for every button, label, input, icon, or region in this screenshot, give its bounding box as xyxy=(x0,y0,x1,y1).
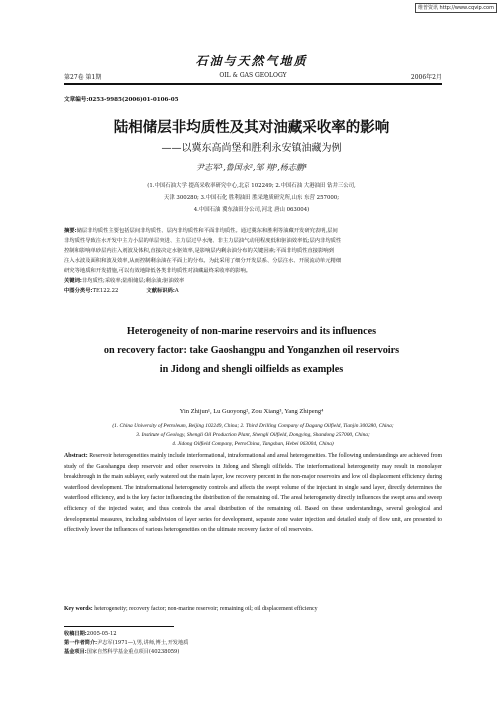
cn-abstract xyxy=(64,226,442,296)
en-affiliation-line: (1. China University of Petroleum, Beijing 102249, China; 2. Third Drilling Company of Dagang Oilfield, Tianjin 300280, China; xyxy=(112,423,394,429)
en-affiliation-line: 4. Jidong Oilfield Company, PetroChina, Tangshan, Hebei 063004, China) xyxy=(172,441,334,447)
cn-affiliation-line: (1.中国石油大学 提高采收率研究中心,北京 102249; 2.中国石油 大港油田 钻井三公司, xyxy=(147,183,356,189)
cn-abstract-line: 摘要:储层非均质性主要包括层间非均质性、层内非均质性和平面非均质性。通过冀东和胜利等油藏开发研究表明,层间 xyxy=(64,228,338,234)
cn-keywords-label: 关键词: xyxy=(64,278,82,284)
cn-abstract-line: 研究等地质和开发措施,可以有效地降低各类非均质性对油藏最终采收率的影响。 xyxy=(64,268,252,274)
cn-abstract-line: 控制和影响单砂层内注入剂波及体积,直接决定水驱效率,是影响层内剩余油分布的关键因素;平面非均质性直接影响到 xyxy=(64,248,334,254)
cn-subtitle: ——以冀东高尚堡和胜利永安镇油藏为例 xyxy=(161,143,342,154)
en-affiliation-line: 3. Institute of Geology, Shengli Oil Production Plant, Shengli Oilfield, Dongying, Shandong 257000, China; xyxy=(136,432,370,438)
en-title-line: Heterogeneity of non-marine reservoirs and its influences xyxy=(126,326,377,337)
footnote-funding: 基金项目:国家自然科学基金重点项目(40238059) xyxy=(64,649,180,655)
watermark: 维普资讯 http://www.cqvip.com xyxy=(415,3,497,13)
journal-logo: 石油与天然气地质 xyxy=(195,54,308,68)
cn-classification: 中图分类号:TE122.22 文献标识码:A xyxy=(64,288,179,294)
cn-abstract-line: 非均质性导致注水开发中主力小层的单层突进、主力层过早水淹、非主力层油气动用程度低和驱油效率低;层内非均质性 xyxy=(64,238,342,244)
footnote-rule xyxy=(64,626,174,627)
en-abstract xyxy=(64,451,442,536)
cn-abstract-label: 摘要: xyxy=(64,228,77,234)
issue-info: 第27卷 第1期 xyxy=(64,74,102,81)
en-abstract-label: Abstract: xyxy=(64,453,88,459)
cn-keywords: 关键词:非均质性;采收率;陆相储层;剩余油;驱油效率 xyxy=(64,278,185,284)
en-keywords: Key words: heterogeneity; recovery factor; non-marine reservoir; remaining oil; oil displacement efficiency xyxy=(64,606,318,612)
article-number: 文章编号:0253-9985(2006)01-0106-05 xyxy=(64,97,179,103)
cn-affiliation-line: 天津 300280; 3.中国石化 胜利油田 胜采地质研究所,山东 东营 257000; xyxy=(163,195,340,201)
cn-abstract-line: 注入水波及面积和波及效率,从而控制剩余油在平面上的分布。为此采用了细分开发层系、分层注水、开展流动单元精细 xyxy=(64,258,342,264)
footnote-received: 收稿日期:2005-05-12 xyxy=(64,631,117,637)
en-authors: Yin Zhijun¹, Lu Guoyong², Zou Xiang³, Yang Zhipeng⁴ xyxy=(179,408,324,415)
en-keywords-label: Key words: xyxy=(64,606,93,612)
cn-title: 陆相储层非均质性及其对油藏采收率的影响 xyxy=(113,120,390,136)
cn-authors: 尹志军¹,鲁国永²,邹 翔³,杨志鹏⁴ xyxy=(196,163,307,172)
cn-affiliation-line: 4.中国石油 冀东油田分公司,河北 唐山 063004) xyxy=(193,207,310,213)
header-rule xyxy=(64,84,442,85)
en-abstract-text: Reservoir heterogeneities mainly include interformational, intraformational and areal heterogeneities. The following understandings are achieved from study of the Gaoshangpu deep reservoir and other reservoirs in Jidong and Shengli oilfields. The interformational heterogeneity may result in monolayer breakthrough in the main sublayer, early watered out the main layer, low recovery percent in the non-major reservoirs and low oil displacement efficiency during waterflood development. The intraformational heterogeneity controls and affects the swept volume of the injectant in single sand layer, directly determines the waterflood efficiency, and is the key factor influencing the distribution of the remaining oil. The areal heterogeneity directly influences the swept area and sweep efficiency of the injected water, and thus controls the areal distribution of the remaining oil. Based on these understandings, several geological and developmental measures, including subdivision of layer series for development, separate zone water injection and detailed study of flow unit, are presented to effectively lower the influences of various heterogeneities on the ultimate recovery factor of oil reservoirs. xyxy=(64,453,442,534)
footnote-author: 第一作者简介:尹志军(1971—),男,讲师,博士,开发地质 xyxy=(64,640,189,646)
en-title-line: on recovery factor: take Gaoshangpu and Yonganzhen oil reservoirs xyxy=(103,345,400,356)
en-title-line: in Jidong and shengli oilfields as examples xyxy=(159,364,344,375)
issue-date: 2006年2月 xyxy=(410,74,442,81)
running-header xyxy=(64,71,442,84)
journal-name-en: OIL & GAS GEOLOGY xyxy=(219,72,287,79)
